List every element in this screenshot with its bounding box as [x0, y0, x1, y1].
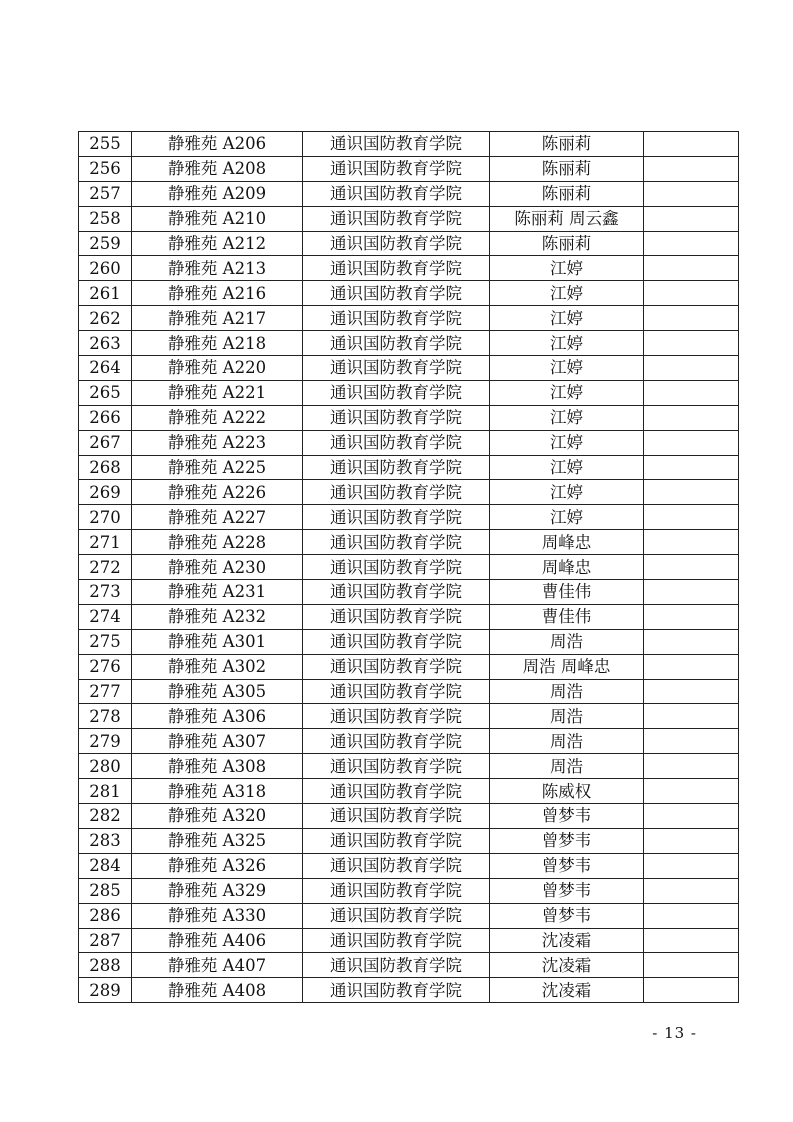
dorm-room-cell: 静雅苑 A216 — [132, 281, 303, 306]
row-number-cell: 260 — [79, 256, 132, 281]
note-cell — [644, 505, 739, 530]
college-cell: 通识国防教育学院 — [303, 480, 490, 505]
row-number-cell: 273 — [79, 580, 132, 605]
counselor-cell: 陈丽莉 — [490, 231, 644, 256]
table-row — [79, 181, 739, 206]
college-cell: 通识国防教育学院 — [303, 405, 490, 430]
counselor-cell: 周峰忠 — [490, 530, 644, 555]
dorm-room-cell: 静雅苑 A329 — [132, 878, 303, 903]
college-cell: 通识国防教育学院 — [303, 729, 490, 754]
dorm-room-cell: 静雅苑 A318 — [132, 779, 303, 804]
counselor-cell: 江婷 — [490, 405, 644, 430]
dorm-room-cell: 静雅苑 A225 — [132, 455, 303, 480]
college-cell: 通识国防教育学院 — [303, 604, 490, 629]
dorm-room-cell: 静雅苑 A407 — [132, 953, 303, 978]
counselor-cell: 陈威权 — [490, 779, 644, 804]
counselor-cell: 陈丽莉 — [490, 132, 644, 157]
college-cell: 通识国防教育学院 — [303, 679, 490, 704]
dorm-room-cell: 静雅苑 A231 — [132, 580, 303, 605]
college-cell: 通识国防教育学院 — [303, 380, 490, 405]
table-row — [79, 530, 739, 555]
college-cell: 通识国防教育学院 — [303, 231, 490, 256]
college-cell: 通识国防教育学院 — [303, 654, 490, 679]
row-number-cell: 258 — [79, 206, 132, 231]
row-number-cell: 289 — [79, 978, 132, 1003]
table-row — [79, 231, 739, 256]
note-cell — [644, 206, 739, 231]
table-row — [79, 405, 739, 430]
college-cell: 通识国防教育学院 — [303, 928, 490, 953]
dorm-room-cell: 静雅苑 A305 — [132, 679, 303, 704]
dorm-room-cell: 静雅苑 A406 — [132, 928, 303, 953]
college-cell: 通识国防教育学院 — [303, 206, 490, 231]
dorm-room-cell: 静雅苑 A209 — [132, 181, 303, 206]
note-cell — [644, 380, 739, 405]
counselor-cell: 曹佳伟 — [490, 580, 644, 605]
note-cell — [644, 978, 739, 1003]
counselor-cell: 江婷 — [490, 356, 644, 381]
note-cell — [644, 679, 739, 704]
table-row — [79, 928, 739, 953]
college-cell: 通识国防教育学院 — [303, 629, 490, 654]
note-cell — [644, 132, 739, 157]
note-cell — [644, 281, 739, 306]
dorm-room-cell: 静雅苑 A206 — [132, 132, 303, 157]
table-row — [79, 505, 739, 530]
note-cell — [644, 853, 739, 878]
college-cell: 通识国防教育学院 — [303, 580, 490, 605]
counselor-cell: 陈丽莉 — [490, 156, 644, 181]
row-number-cell: 279 — [79, 729, 132, 754]
dorm-room-cell: 静雅苑 A301 — [132, 629, 303, 654]
college-cell: 通识国防教育学院 — [303, 828, 490, 853]
dorm-room-cell: 静雅苑 A320 — [132, 804, 303, 829]
table-row — [79, 331, 739, 356]
note-cell — [644, 828, 739, 853]
dorm-room-cell: 静雅苑 A330 — [132, 903, 303, 928]
table-row — [79, 704, 739, 729]
dorm-room-cell: 静雅苑 A307 — [132, 729, 303, 754]
note-cell — [644, 430, 739, 455]
table-row — [79, 828, 739, 853]
counselor-cell: 曾梦韦 — [490, 903, 644, 928]
dorm-room-cell: 静雅苑 A222 — [132, 405, 303, 430]
counselor-cell: 陈丽莉 周云鑫 — [490, 206, 644, 231]
college-cell: 通识国防教育学院 — [303, 256, 490, 281]
row-number-cell: 277 — [79, 679, 132, 704]
note-cell — [644, 331, 739, 356]
dorm-room-cell: 静雅苑 A212 — [132, 231, 303, 256]
row-number-cell: 262 — [79, 306, 132, 331]
note-cell — [644, 356, 739, 381]
counselor-cell: 周浩 — [490, 629, 644, 654]
row-number-cell: 264 — [79, 356, 132, 381]
counselor-cell: 曾梦韦 — [490, 853, 644, 878]
table-row — [79, 281, 739, 306]
table-row — [79, 878, 739, 903]
dorm-room-cell: 静雅苑 A306 — [132, 704, 303, 729]
table-row — [79, 455, 739, 480]
row-number-cell: 288 — [79, 953, 132, 978]
table-row — [79, 306, 739, 331]
dormitory-roster-table — [78, 131, 739, 1003]
counselor-cell: 沈凌霜 — [490, 978, 644, 1003]
note-cell — [644, 604, 739, 629]
row-number-cell: 281 — [79, 779, 132, 804]
note-cell — [644, 804, 739, 829]
page-number: - 13 - — [652, 1024, 697, 1042]
note-cell — [644, 704, 739, 729]
table-row — [79, 430, 739, 455]
counselor-cell: 曾梦韦 — [490, 878, 644, 903]
row-number-cell: 270 — [79, 505, 132, 530]
note-cell — [644, 405, 739, 430]
row-number-cell: 271 — [79, 530, 132, 555]
table-row — [79, 156, 739, 181]
dorm-room-cell: 静雅苑 A308 — [132, 754, 303, 779]
note-cell — [644, 455, 739, 480]
row-number-cell: 280 — [79, 754, 132, 779]
note-cell — [644, 629, 739, 654]
dorm-room-cell: 静雅苑 A232 — [132, 604, 303, 629]
counselor-cell: 周浩 — [490, 679, 644, 704]
counselor-cell: 江婷 — [490, 281, 644, 306]
note-cell — [644, 729, 739, 754]
table-row — [79, 953, 739, 978]
dorm-room-cell: 静雅苑 A230 — [132, 555, 303, 580]
dorm-room-cell: 静雅苑 A302 — [132, 654, 303, 679]
counselor-cell: 江婷 — [490, 306, 644, 331]
row-number-cell: 268 — [79, 455, 132, 480]
dorm-room-cell: 静雅苑 A325 — [132, 828, 303, 853]
note-cell — [644, 306, 739, 331]
dorm-room-cell: 静雅苑 A217 — [132, 306, 303, 331]
counselor-cell: 江婷 — [490, 331, 644, 356]
note-cell — [644, 181, 739, 206]
dorm-room-cell: 静雅苑 A408 — [132, 978, 303, 1003]
dorm-room-cell: 静雅苑 A220 — [132, 356, 303, 381]
college-cell: 通识国防教育学院 — [303, 754, 490, 779]
row-number-cell: 286 — [79, 903, 132, 928]
row-number-cell: 267 — [79, 430, 132, 455]
row-number-cell: 263 — [79, 331, 132, 356]
counselor-cell: 周浩 — [490, 754, 644, 779]
row-number-cell: 256 — [79, 156, 132, 181]
table-row — [79, 754, 739, 779]
row-number-cell: 274 — [79, 604, 132, 629]
note-cell — [644, 231, 739, 256]
college-cell: 通识国防教育学院 — [303, 455, 490, 480]
table-row — [79, 853, 739, 878]
table-row — [79, 804, 739, 829]
college-cell: 通识国防教育学院 — [303, 779, 490, 804]
counselor-cell: 江婷 — [490, 256, 644, 281]
note-cell — [644, 530, 739, 555]
counselor-cell: 曹佳伟 — [490, 604, 644, 629]
row-number-cell: 275 — [79, 629, 132, 654]
college-cell: 通识国防教育学院 — [303, 978, 490, 1003]
counselor-cell: 陈丽莉 — [490, 181, 644, 206]
college-cell: 通识国防教育学院 — [303, 530, 490, 555]
row-number-cell: 278 — [79, 704, 132, 729]
table-row — [79, 555, 739, 580]
college-cell: 通识国防教育学院 — [303, 878, 490, 903]
dorm-room-cell: 静雅苑 A208 — [132, 156, 303, 181]
note-cell — [644, 928, 739, 953]
table-row — [79, 629, 739, 654]
table-row — [79, 380, 739, 405]
note-cell — [644, 256, 739, 281]
college-cell: 通识国防教育学院 — [303, 804, 490, 829]
counselor-cell: 曾梦韦 — [490, 828, 644, 853]
table-row — [79, 580, 739, 605]
college-cell: 通识国防教育学院 — [303, 853, 490, 878]
table-row — [79, 206, 739, 231]
dorm-room-cell: 静雅苑 A221 — [132, 380, 303, 405]
note-cell — [644, 903, 739, 928]
counselor-cell: 江婷 — [490, 430, 644, 455]
table-row — [79, 132, 739, 157]
table-row — [79, 779, 739, 804]
row-number-cell: 255 — [79, 132, 132, 157]
row-number-cell: 265 — [79, 380, 132, 405]
dorm-room-cell: 静雅苑 A223 — [132, 430, 303, 455]
row-number-cell: 259 — [79, 231, 132, 256]
college-cell: 通识国防教育学院 — [303, 281, 490, 306]
table-row — [79, 356, 739, 381]
college-cell: 通识国防教育学院 — [303, 953, 490, 978]
dorm-room-cell: 静雅苑 A326 — [132, 853, 303, 878]
row-number-cell: 285 — [79, 878, 132, 903]
row-number-cell: 261 — [79, 281, 132, 306]
note-cell — [644, 953, 739, 978]
counselor-cell: 江婷 — [490, 480, 644, 505]
row-number-cell: 282 — [79, 804, 132, 829]
dorm-room-cell: 静雅苑 A218 — [132, 331, 303, 356]
counselor-cell: 曾梦韦 — [490, 804, 644, 829]
note-cell — [644, 654, 739, 679]
note-cell — [644, 580, 739, 605]
table-row — [79, 604, 739, 629]
college-cell: 通识国防教育学院 — [303, 903, 490, 928]
counselor-cell: 周浩 周峰忠 — [490, 654, 644, 679]
college-cell: 通识国防教育学院 — [303, 505, 490, 530]
college-cell: 通识国防教育学院 — [303, 306, 490, 331]
table-row — [79, 256, 739, 281]
row-number-cell: 257 — [79, 181, 132, 206]
counselor-cell: 江婷 — [490, 505, 644, 530]
note-cell — [644, 779, 739, 804]
row-number-cell: 287 — [79, 928, 132, 953]
college-cell: 通识国防教育学院 — [303, 356, 490, 381]
dorm-room-cell: 静雅苑 A226 — [132, 480, 303, 505]
counselor-cell: 沈凌霜 — [490, 953, 644, 978]
counselor-cell: 周浩 — [490, 729, 644, 754]
dorm-room-cell: 静雅苑 A227 — [132, 505, 303, 530]
note-cell — [644, 156, 739, 181]
row-number-cell: 283 — [79, 828, 132, 853]
dorm-room-cell: 静雅苑 A228 — [132, 530, 303, 555]
table-row — [79, 903, 739, 928]
row-number-cell: 276 — [79, 654, 132, 679]
counselor-cell: 江婷 — [490, 380, 644, 405]
note-cell — [644, 878, 739, 903]
note-cell — [644, 754, 739, 779]
table-row — [79, 729, 739, 754]
table-row — [79, 654, 739, 679]
college-cell: 通识国防教育学院 — [303, 156, 490, 181]
counselor-cell: 沈凌霜 — [490, 928, 644, 953]
note-cell — [644, 480, 739, 505]
roster-table-body — [79, 132, 739, 1003]
table-row — [79, 679, 739, 704]
counselor-cell: 江婷 — [490, 455, 644, 480]
row-number-cell: 269 — [79, 480, 132, 505]
college-cell: 通识国防教育学院 — [303, 430, 490, 455]
row-number-cell: 272 — [79, 555, 132, 580]
college-cell: 通识国防教育学院 — [303, 555, 490, 580]
table-row — [79, 480, 739, 505]
college-cell: 通识国防教育学院 — [303, 331, 490, 356]
row-number-cell: 284 — [79, 853, 132, 878]
table-row — [79, 978, 739, 1003]
dorm-room-cell: 静雅苑 A210 — [132, 206, 303, 231]
college-cell: 通识国防教育学院 — [303, 704, 490, 729]
counselor-cell: 周浩 — [490, 704, 644, 729]
row-number-cell: 266 — [79, 405, 132, 430]
note-cell — [644, 555, 739, 580]
college-cell: 通识国防教育学院 — [303, 132, 490, 157]
dorm-room-cell: 静雅苑 A213 — [132, 256, 303, 281]
counselor-cell: 周峰忠 — [490, 555, 644, 580]
college-cell: 通识国防教育学院 — [303, 181, 490, 206]
